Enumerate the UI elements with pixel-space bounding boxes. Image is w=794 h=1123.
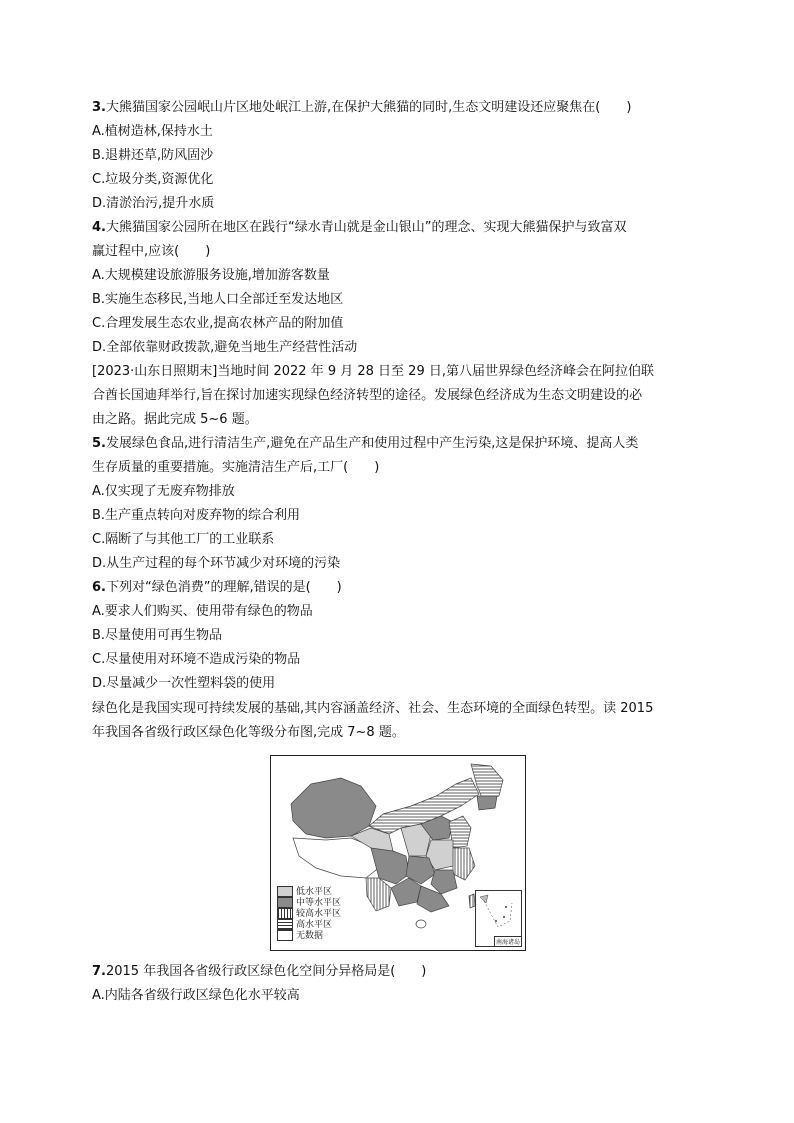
question-5-stem-line2: 生存质量的重要措施。实施清洁生产后,工厂( ) [92, 460, 380, 475]
question-4-option-b: B.实施生态移民,当地人口全部迁至发达地区 [92, 292, 344, 307]
inset-label: 南海诸岛 [494, 936, 521, 946]
legend-swatch [277, 897, 293, 908]
south-china-sea-inset [475, 890, 522, 947]
question-5-stem-line1: 5.发展绿色食品,进行清洁生产,避免在产品生产和使用过程中产生污染,这是保护环境、提高人类 [92, 436, 639, 451]
passage-1-line3: 由之路。据此完成 5~6 题。 [92, 412, 258, 427]
legend-item-higher: 较高水平区 [277, 908, 341, 919]
legend-item-low: 低水平区 [277, 886, 332, 897]
question-6-stem: 6.下列对“绿色消费”的理解,错误的是( ) [92, 580, 342, 595]
question-4-option-c: C.合理发展生态农业,提高农林产品的附加值 [92, 316, 344, 331]
question-5-option-d: D.从生产过程的每个环节减少对环境的污染 [92, 556, 341, 571]
question-6-option-a: A.要求人们购买、使用带有绿色的物品 [92, 604, 313, 619]
legend-item-medium: 中等水平区 [277, 897, 341, 908]
passage-2-line2: 年我国各省级行政区绿色化等级分布图,完成 7~8 题。 [92, 725, 405, 740]
question-7-option-a: A.内陆各省级行政区绿色化水平较高 [92, 988, 300, 1003]
question-5-option-c: C.隔断了与其他工厂的工业联系 [92, 532, 275, 547]
question-3-stem: 3.大熊猫国家公园岷山片区地处岷江上游,在保护大熊猫的同时,生态文明建设还应聚焦在( ) [92, 100, 632, 115]
question-5-option-a: A.仅实现了无废弃物排放 [92, 484, 235, 499]
question-6-option-d: D.尽量减少一次性塑料袋的使用 [92, 676, 276, 691]
question-6-option-b: B.尽量使用可再生物品 [92, 628, 223, 643]
question-4-stem-line1: 4.大熊猫国家公园所在地区在践行“绿水青山就是金山银山”的理念、实现大熊猫保护与致富双 [92, 220, 627, 235]
legend-swatch [277, 908, 293, 919]
question-3-option-a: A.植树造林,保持水土 [92, 124, 213, 139]
legend-swatch [277, 886, 293, 897]
question-4-option-d: D.全部依靠财政拨款,避免当地生产经营性活动 [92, 340, 358, 355]
question-3-option-b: B.退耕还草,防风固沙 [92, 148, 214, 163]
greening-level-map [270, 755, 526, 951]
legend-swatch [277, 919, 293, 930]
question-3-option-d: D.清淤治污,提升水质 [92, 196, 215, 211]
passage-1-line1: [2023·山东日照期末]当地时间 2022 年 9 月 28 日至 29 日,第八届世界绿色经济峰会在阿拉伯联 [92, 364, 654, 379]
passage-2-line1: 绿色化是我国实现可持续发展的基础,其内容涵盖经济、社会、生态环境的全面绿色转型。读 2015 [92, 701, 654, 716]
legend-item-no-data: 无数据 [277, 930, 323, 941]
question-6-option-c: C.尽量使用对环境不造成污染的物品 [92, 652, 301, 667]
question-3-option-c: C.垃圾分类,资源优化 [92, 172, 214, 187]
question-4-option-a: A.大规模建设旅游服务设施,增加游客数量 [92, 268, 330, 283]
question-7-stem: 7.2015 年我国各省级行政区绿色化空间分异格局是( ) [92, 964, 427, 979]
question-4-stem-line2: 赢过程中,应该( ) [92, 244, 211, 259]
legend-swatch [277, 930, 293, 941]
question-5-option-b: B.生产重点转向对废弃物的综合利用 [92, 508, 301, 523]
legend-item-high: 高水平区 [277, 919, 332, 930]
passage-1-line2: 合酋长国迪拜举行,旨在探讨加速实现绿色经济转型的途径。发展绿色经济成为生态文明建设的必 [92, 388, 643, 403]
